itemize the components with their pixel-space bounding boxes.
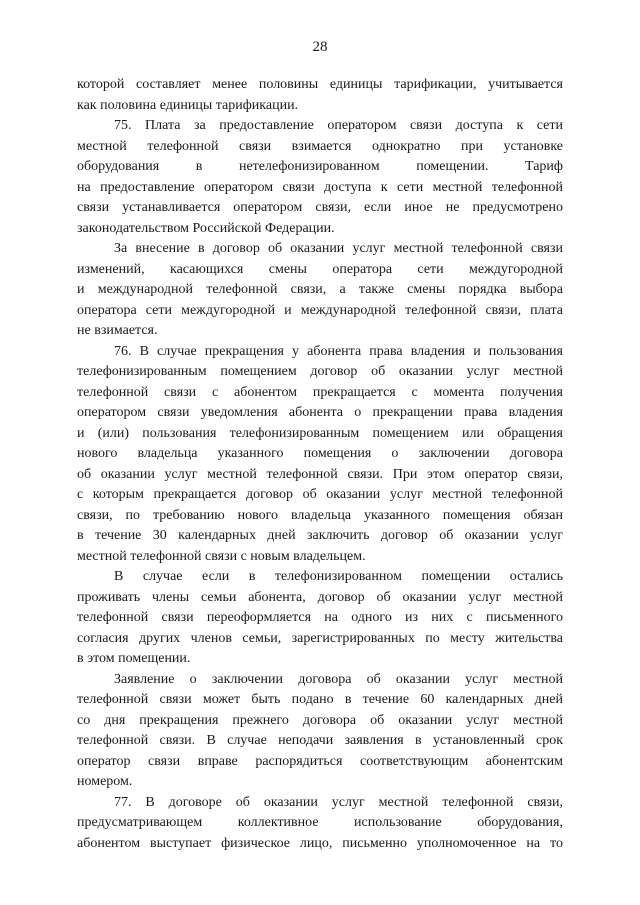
text-line: об оказании услуг местной телефонной связи. При этом оператор связи, (77, 466, 563, 482)
text-line: телефонной связи с абонентом прекращается с момента получения (77, 384, 563, 400)
text-line: в этом помещении. (77, 651, 191, 666)
text-line: оператора сети междугородной и международной телефонной связи, плата (77, 302, 563, 318)
text-line: с которым прекращается договор об оказании услуг местной телефонной (77, 487, 563, 502)
page-number: 28 (312, 39, 328, 55)
text-line: связи, по требованию нового владельца указанного помещения обязан (77, 507, 563, 523)
text-line: оператором связи уведомления абонента о прекращении права владения (77, 405, 563, 420)
text-line: связи устанавливается оператором связи, если иное не предусмотрено (77, 200, 563, 215)
text-line: изменений, касающихся смены оператора сети междугородной (77, 261, 563, 277)
text-line: согласия других членов семьи, зарегистрированных по месту жительства (77, 630, 563, 646)
text-line: 76. В случае прекращения у абонента права владения и пользования (114, 343, 563, 359)
text-line: со дня прекращения прежнего договора об оказании услуг местной (77, 712, 563, 728)
text-line: проживать члены семьи абонента, договор об оказании услуг местной (77, 589, 563, 605)
text-line: абонентом выступает физическое лицо, письменно уполномоченное на то (77, 835, 563, 851)
text-line: законодательством Российской Федерации. (77, 220, 335, 236)
text-line: 75. Плата за предоставление оператором связи доступа к сети (114, 118, 563, 133)
text-line: предусматривающем коллективное использование оборудования, (77, 815, 563, 830)
text-line: не взимается. (77, 323, 158, 338)
text-line: телефонизированным помещением договор об оказании услуг местной (77, 364, 563, 379)
text-line: в течение 30 календарных дней заключить договор об оказании услуг (77, 528, 563, 543)
text-line: нового владельца указанного помещения о заключении договора (77, 446, 563, 461)
text-line: оператор связи вправе распорядиться соответствующим абонентским (77, 753, 563, 769)
text-line: на предоставление оператором связи доступа к сети местной телефонной (77, 179, 563, 195)
text-line: За внесение в договор об оказании услуг местной телефонной связи (114, 241, 563, 256)
text-line: телефонной связи. В случае неподачи заявления в установленный срок (77, 733, 563, 748)
text-line: которой составляет менее половины единицы тарификации, учитывается (77, 77, 563, 92)
text-line: В случае если в телефонизированном помещении остались (114, 569, 563, 584)
text-line: Заявление о заключении договора об оказании услуг местной (114, 671, 563, 687)
text-line: оборудования в нетелефонизированном помещении. Тариф (77, 159, 563, 174)
text-line: телефонной связи может быть подано в течение 60 календарных дней (77, 692, 563, 707)
document-body (77, 75, 563, 854)
text-line: номером. (77, 774, 133, 789)
text-line: 77. В договоре об оказании услуг местной телефонной связи, (114, 794, 563, 810)
text-line: телефонной связи переоформляется на одного из них с письменного (77, 610, 563, 625)
text-line: и (или) пользования телефонизированным помещением или обращения (77, 425, 563, 441)
text-line: и международной телефонной связи, а также смены порядка выбора (77, 282, 563, 297)
text-line: местной телефонной связи взимается однократно при установке (77, 138, 563, 154)
text-line: местной телефонной связи с новым владельцем. (77, 548, 366, 564)
text-line: как половина единицы тарификации. (77, 97, 299, 113)
